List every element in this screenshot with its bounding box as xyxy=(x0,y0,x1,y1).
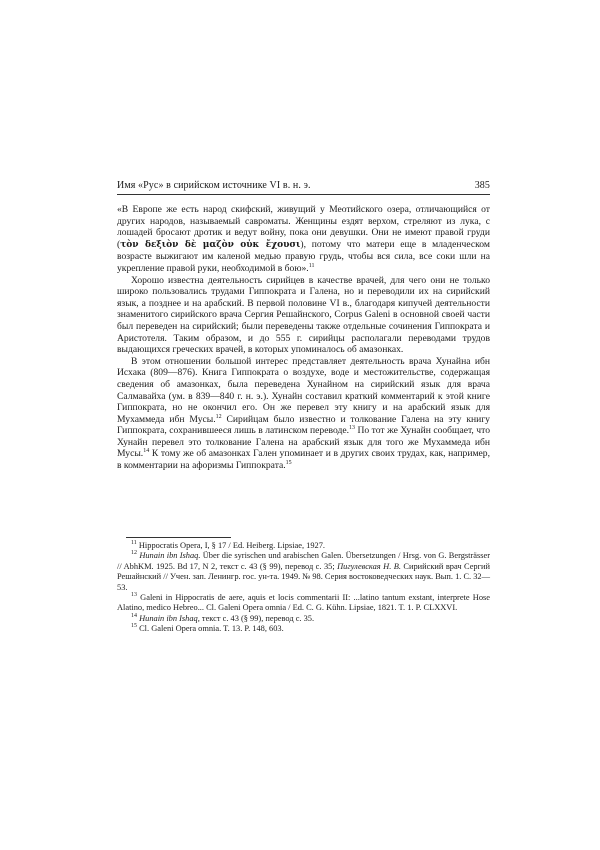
footnote-rule xyxy=(126,537,231,538)
footnote-13 xyxy=(117,593,490,614)
paragraph-hunain xyxy=(117,356,490,472)
footnote-11 xyxy=(117,541,490,551)
footnote-ref-13: 13 xyxy=(349,425,356,432)
footnote-15 xyxy=(117,624,490,634)
footnote-ref-15: 15 xyxy=(285,460,292,467)
hunain-text-3: По тот же Хунайн сообщает, что Хунайн перевел это толкование Галена на арабский язык для того же Мухаммеда ибн Мусы. xyxy=(117,425,490,460)
footnotes xyxy=(117,537,490,635)
page-number: 385 xyxy=(474,180,490,191)
footnote-text: Hippocratis Opera, I, § 17 / Ed. Heiberg. Lipsiae, 1927. xyxy=(136,541,326,550)
footnote-author: Hunain ibn Ishaq, xyxy=(139,613,200,623)
quote-text-start: «В Европе же есть народ скифский, живущий у Меотийского озера, отличающийся от других народов, называемый савроматы. Женщины ездят верхом, стреляют из лука, с лошадей бросают дротик и ведут войну, пока они девушки. Они не имеют правой груди ( xyxy=(117,204,490,250)
footnote-ref-14: 14 xyxy=(143,448,150,455)
footnote-text: Über die syrischen und arabischen Galen. Übersetzungen / Hrsg. von G. Bergsträsser // AbhKM. 1925. Bd 17, N 2, текст с. 43 (§ 99), перевод с. 35; xyxy=(117,551,491,571)
footnote-text: текст с. 43 (§ 99), перевод с. 35. xyxy=(199,613,315,623)
footnote-number: 11 xyxy=(131,540,137,546)
footnote-text: Сирийский врач Сергий Решайнский // Учен. зап. Ленингр. гос. ун-та. 1949. № 98. Серия востоковедческих наук. Вып. 1. С. 32—53. xyxy=(117,561,490,592)
footnote-text: Cl. Galeni Opera omnia. T. 13. P. 148, 603. xyxy=(137,624,284,634)
hunain-text-2: Сирийцам было известно и толкование Галена на эту книгу Гиппократа, сохранившееся лишь в латинском переводе. xyxy=(117,413,490,437)
main-text xyxy=(117,204,490,472)
footnote-number: 14 xyxy=(131,612,137,619)
hunain-text-1: В этом отношении большой интерес представляет деятельность врача Хунайна ибн Исхака (809—876). Книга Гиппократа о воздухе, воде и местожительстве, содержащая сведения об амазонках, была переведена Хунайном на сирийский язык для врача Салмавайха (ум. в 839—840 г. н. э.). Хунайн составил краткий комментарий к этой книге Гиппократа, но не окончил его. Он же перевел эту книгу и на арабский язык для Мухаммеда ибн Мусы. xyxy=(117,355,490,425)
paragraph-quote xyxy=(117,204,490,275)
footnote-number: 12 xyxy=(131,550,137,557)
footnote-number: 15 xyxy=(131,623,137,630)
footnote-author: Hunain ibn Ishaq. xyxy=(139,551,201,561)
footnote-ref-11: 11 xyxy=(308,262,315,269)
footnote-14 xyxy=(117,614,490,624)
footnote-number: 13 xyxy=(131,592,137,599)
paragraph-syrian-physicians: Хорошо известна деятельность сирийцев в качестве врачей, для чего они не только широко пользовались трудами Гиппократа и Галена, но и переводили их на сирийский язык, а позднее и на арабский. В первой половине VI в., благодаря кипучей деятельности знаменитого сирийского врача Сергия Решайнского, Corpus Galeni в основной своей части был переведен на сирийский; были переведены также отдельные сочинения Гиппократа и Аристотеля. Таким образом, и до 555 г. сирийцы располагали переводами трудов выдающихся греческих врачей, в которых упоминалось об амазонках. xyxy=(117,274,490,356)
footnote-12 xyxy=(117,551,490,593)
footnote-ref-12: 12 xyxy=(215,413,222,420)
footnote-author: Пигулевская Н. В. xyxy=(337,561,401,571)
quote-text-end: ), потому что матери еще в младенческом возрасте выжигают им каленой медью правую грудь, чтобы вся сила, все соки шли на укрепление правой руки, необходимой в бою». xyxy=(117,238,490,274)
running-title: Имя «Рус» в сирийском источнике VI в. н. э. xyxy=(117,180,311,191)
running-head xyxy=(117,180,490,195)
greek-phrase: τὸν δεξιὸν δὲ μαζὸν οὐκ ἔχουσι xyxy=(120,239,301,250)
footnote-text: Galeni in Hippocratis de aere, aquis et locis commentarii II: ...latino tantum exstant, interprete Hose Alatino, medico Hebreo... Cl. Galeni Opera omnia / Ed. C. G. Kühn. Lipsiae, 1821. T. 1. P. CLXXVI. xyxy=(117,593,490,613)
hunain-text-4: К тому же об амазонках Гален упоминает и в других своих трудах, как, например, в комментарии на афоризмы Гиппократа. xyxy=(117,448,490,472)
